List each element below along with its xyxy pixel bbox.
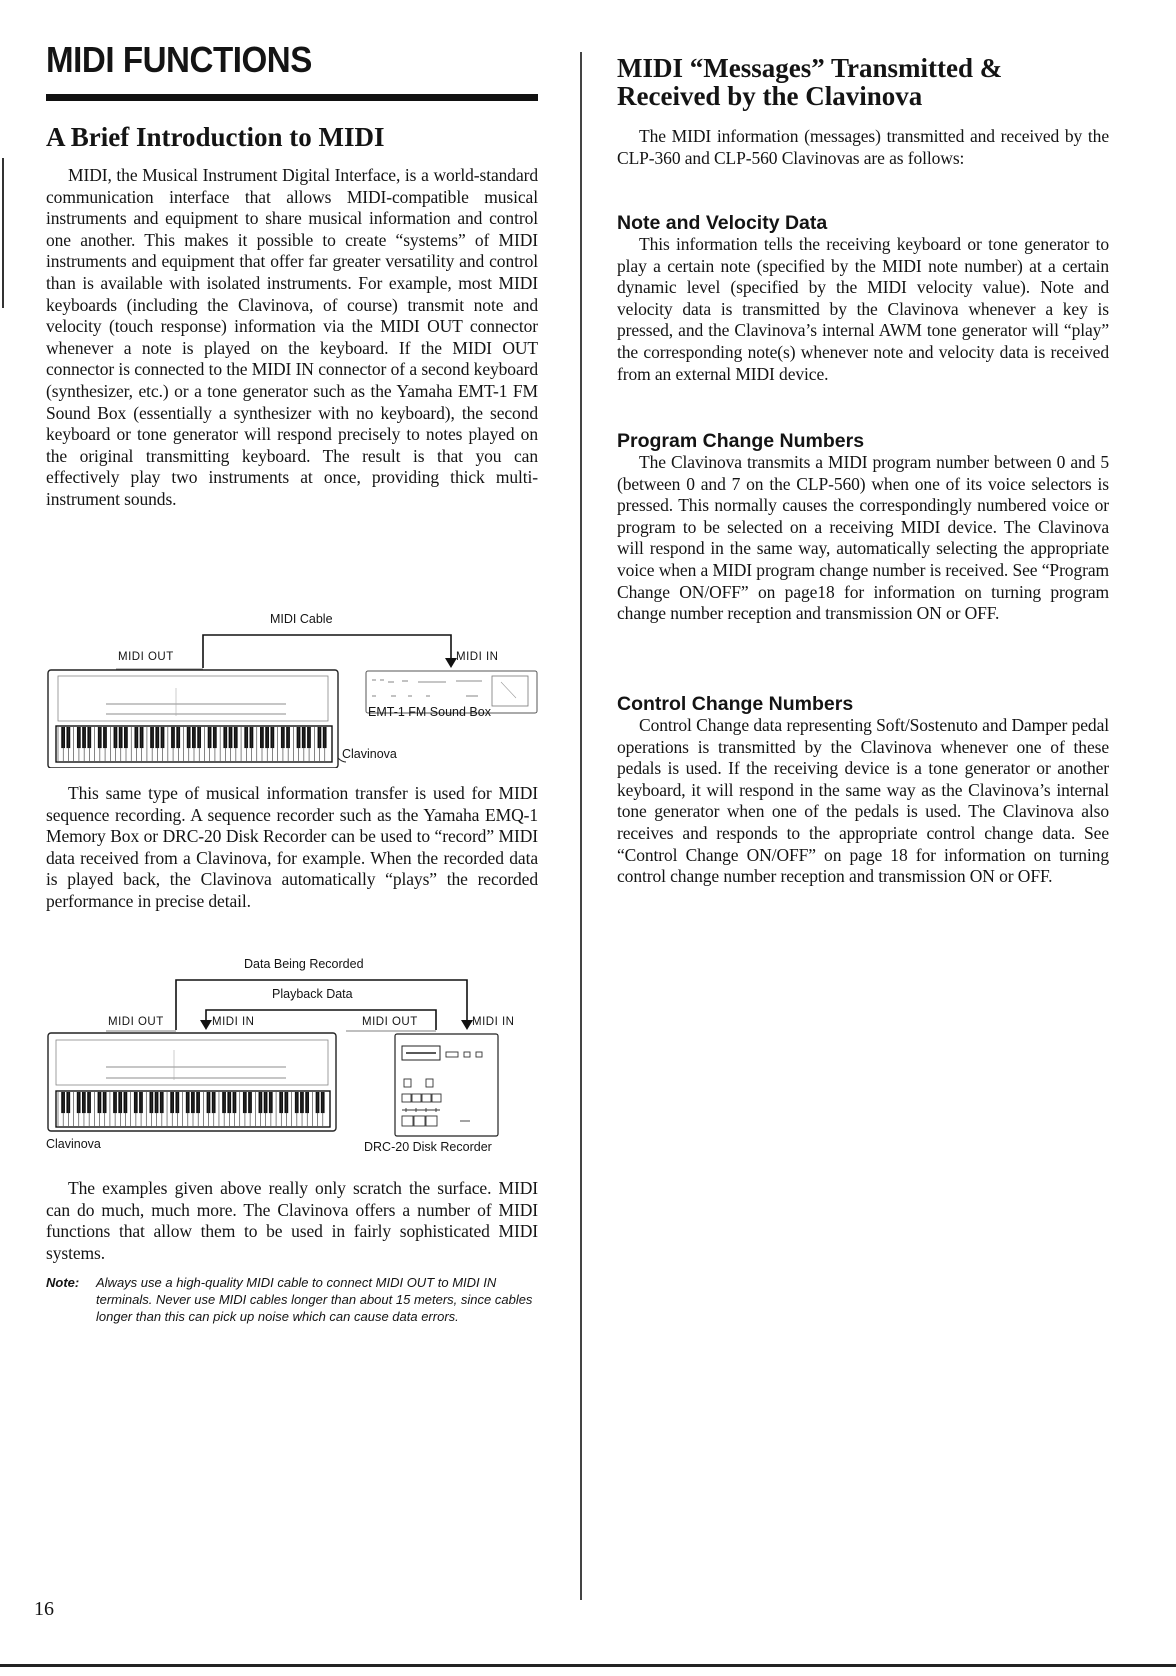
clavinova-label: Clavinova [342,747,397,761]
midi-in-label: MIDI IN [456,651,499,663]
program-change-heading: Program Change Numbers [617,430,865,452]
midi-cable-diagram [46,608,538,768]
note-velocity-heading: Note and Velocity Data [617,212,828,234]
clavinova-label-2: Clavinova [46,1137,101,1151]
sequencer-paragraph-block [46,783,538,913]
emt1-sound-box-label: EMT-1 FM Sound Box [368,705,491,719]
bottom-rule [0,1664,1176,1667]
page-number: 16 [34,1598,54,1620]
note-text: Always use a high-quality MIDI cable to connect MIDI OUT to MIDI IN terminals. Never use MIDI cables longer than about 15 meters, since cables longer than this can pick up noise which can cause data errors. [96,1275,533,1324]
control-change-section [617,693,1109,888]
intro-paragraph: MIDI, the Musical Instrument Digital Interface, is a world-standard communication interface that allows MIDI-compatible musical instruments and equipment to share musical information and control one another. This makes it possible to create “systems” of MIDI instruments and equipment that offer far greater versatility and control than is available with isolated instruments. For example, most MIDI keyboards (including the Clavinova, of course) transmit note and velocity (touch response) information via the MIDI OUT connector whenever a note is played on the keyboard. If the MIDI OUT connector is connected to the MIDI IN connector of a second keyboard (synthesizer, etc.) or a tone generator such as the Yamaha EMT-1 FM Sound Box (essentially a synthesizer with no keyboard), the second keyboard or tone generator will respond precisely to notes played on the original transmitting keyboard. The result is that you can effectively play two instruments at once, providing thick multi-instrument sounds. [46,165,538,509]
recorder-midi-in-label: MIDI IN [472,1016,515,1028]
clavinova-midi-in-label: MIDI IN [212,1016,255,1028]
clavinova-midi-out-label: MIDI OUT [108,1016,164,1028]
control-change-text: Control Change data representing Soft/Sostenuto and Damper pedal operations is transmitted by the Clavinova whenever one of these pedals is used. If the receiving device is a tone generator or another keyboard, it will respond in the same way as the Clavinova’s internal tone generator when one of the pedals is used. The Clavinova also receives and responds to the appropriate control change data. See “Control Change ON/OFF” on page 18 for information on turning control change number reception and transmission ON or OFF. [617,715,1109,887]
sequence-recording-diagram [46,958,538,1158]
recorder-midi-out-label: MIDI OUT [362,1016,418,1028]
page-title: MIDI FUNCTIONS [46,39,312,80]
data-being-recorded-label: Data Being Recorded [244,957,364,971]
messages-heading [617,54,1109,110]
sequencer-paragraph: This same type of musical information transfer is used for MIDI sequence recording. A sequence recorder such as the Yamaha EMQ-1 Memory Box or DRC-20 Disk Recorder can be used to “record” MIDI data received from a Clavinova, for example. When the recorded data is played back, the Clavinova automatically “plays” the recorded performance in precise detail. [46,783,538,911]
program-change-section [617,430,1109,625]
note-label: Note: [46,1275,80,1290]
note-velocity-section [617,212,1109,385]
intro-paragraph-block [46,165,538,511]
midi-out-label: MIDI OUT [118,651,174,663]
program-change-text: The Clavinova transmits a MIDI program number between 0 and 5 (between 0 and 7 on the CLP-560) when one of its voice selectors is pressed. This normally causes the correspondingly numbered voice or program to be selected on a receiving MIDI device. The Clavinova will respond in the same way, automatically selecting the appropriate voice when a MIDI program change number is received. See “Program Change ON/OFF” on page18 for information on turning program change number reception and transmission ON or OFF. [617,452,1109,624]
closing-paragraph-block [46,1178,538,1264]
binding-edge-mark [2,158,4,308]
drc20-recorder-label: DRC-20 Disk Recorder [364,1140,492,1154]
note-block [46,1274,538,1325]
note-velocity-text: This information tells the receiving keyboard or tone generator to play a certain note (specified by the MIDI note number) at a certain dynamic level (specified by the MIDI velocity value). Note and velocity data is transmitted by the Clavinova whenever a key is pressed, and the Clavinova’s internal AWM tone generator will “play” the corresponding note(s) whenever note and velocity data is received from an external MIDI device. [617,234,1109,384]
title-rule [46,94,538,101]
control-change-heading: Control Change Numbers [617,693,854,715]
playback-data-label: Playback Data [272,987,353,1001]
messages-heading-line-1: MIDI “Messages” Transmitted & [617,53,1003,83]
midi-cable-label: MIDI Cable [270,612,333,626]
intro-heading: A Brief Introduction to MIDI [46,122,385,152]
messages-intro: The MIDI information (messages) transmitted and received by the CLP-360 and CLP-560 Clavinovas are as follows: [617,126,1109,168]
column-divider [580,52,582,1600]
closing-paragraph: The examples given above really only scratch the surface. MIDI can do much, much more. The Clavinova offers a number of MIDI functions that allow them to be used in fairly sophisticated MIDI systems. [46,1178,538,1263]
messages-heading-line-2: Received by the Clavinova [617,81,923,111]
midi-cable-diagram-art [46,608,538,768]
messages-intro-block [617,126,1109,169]
